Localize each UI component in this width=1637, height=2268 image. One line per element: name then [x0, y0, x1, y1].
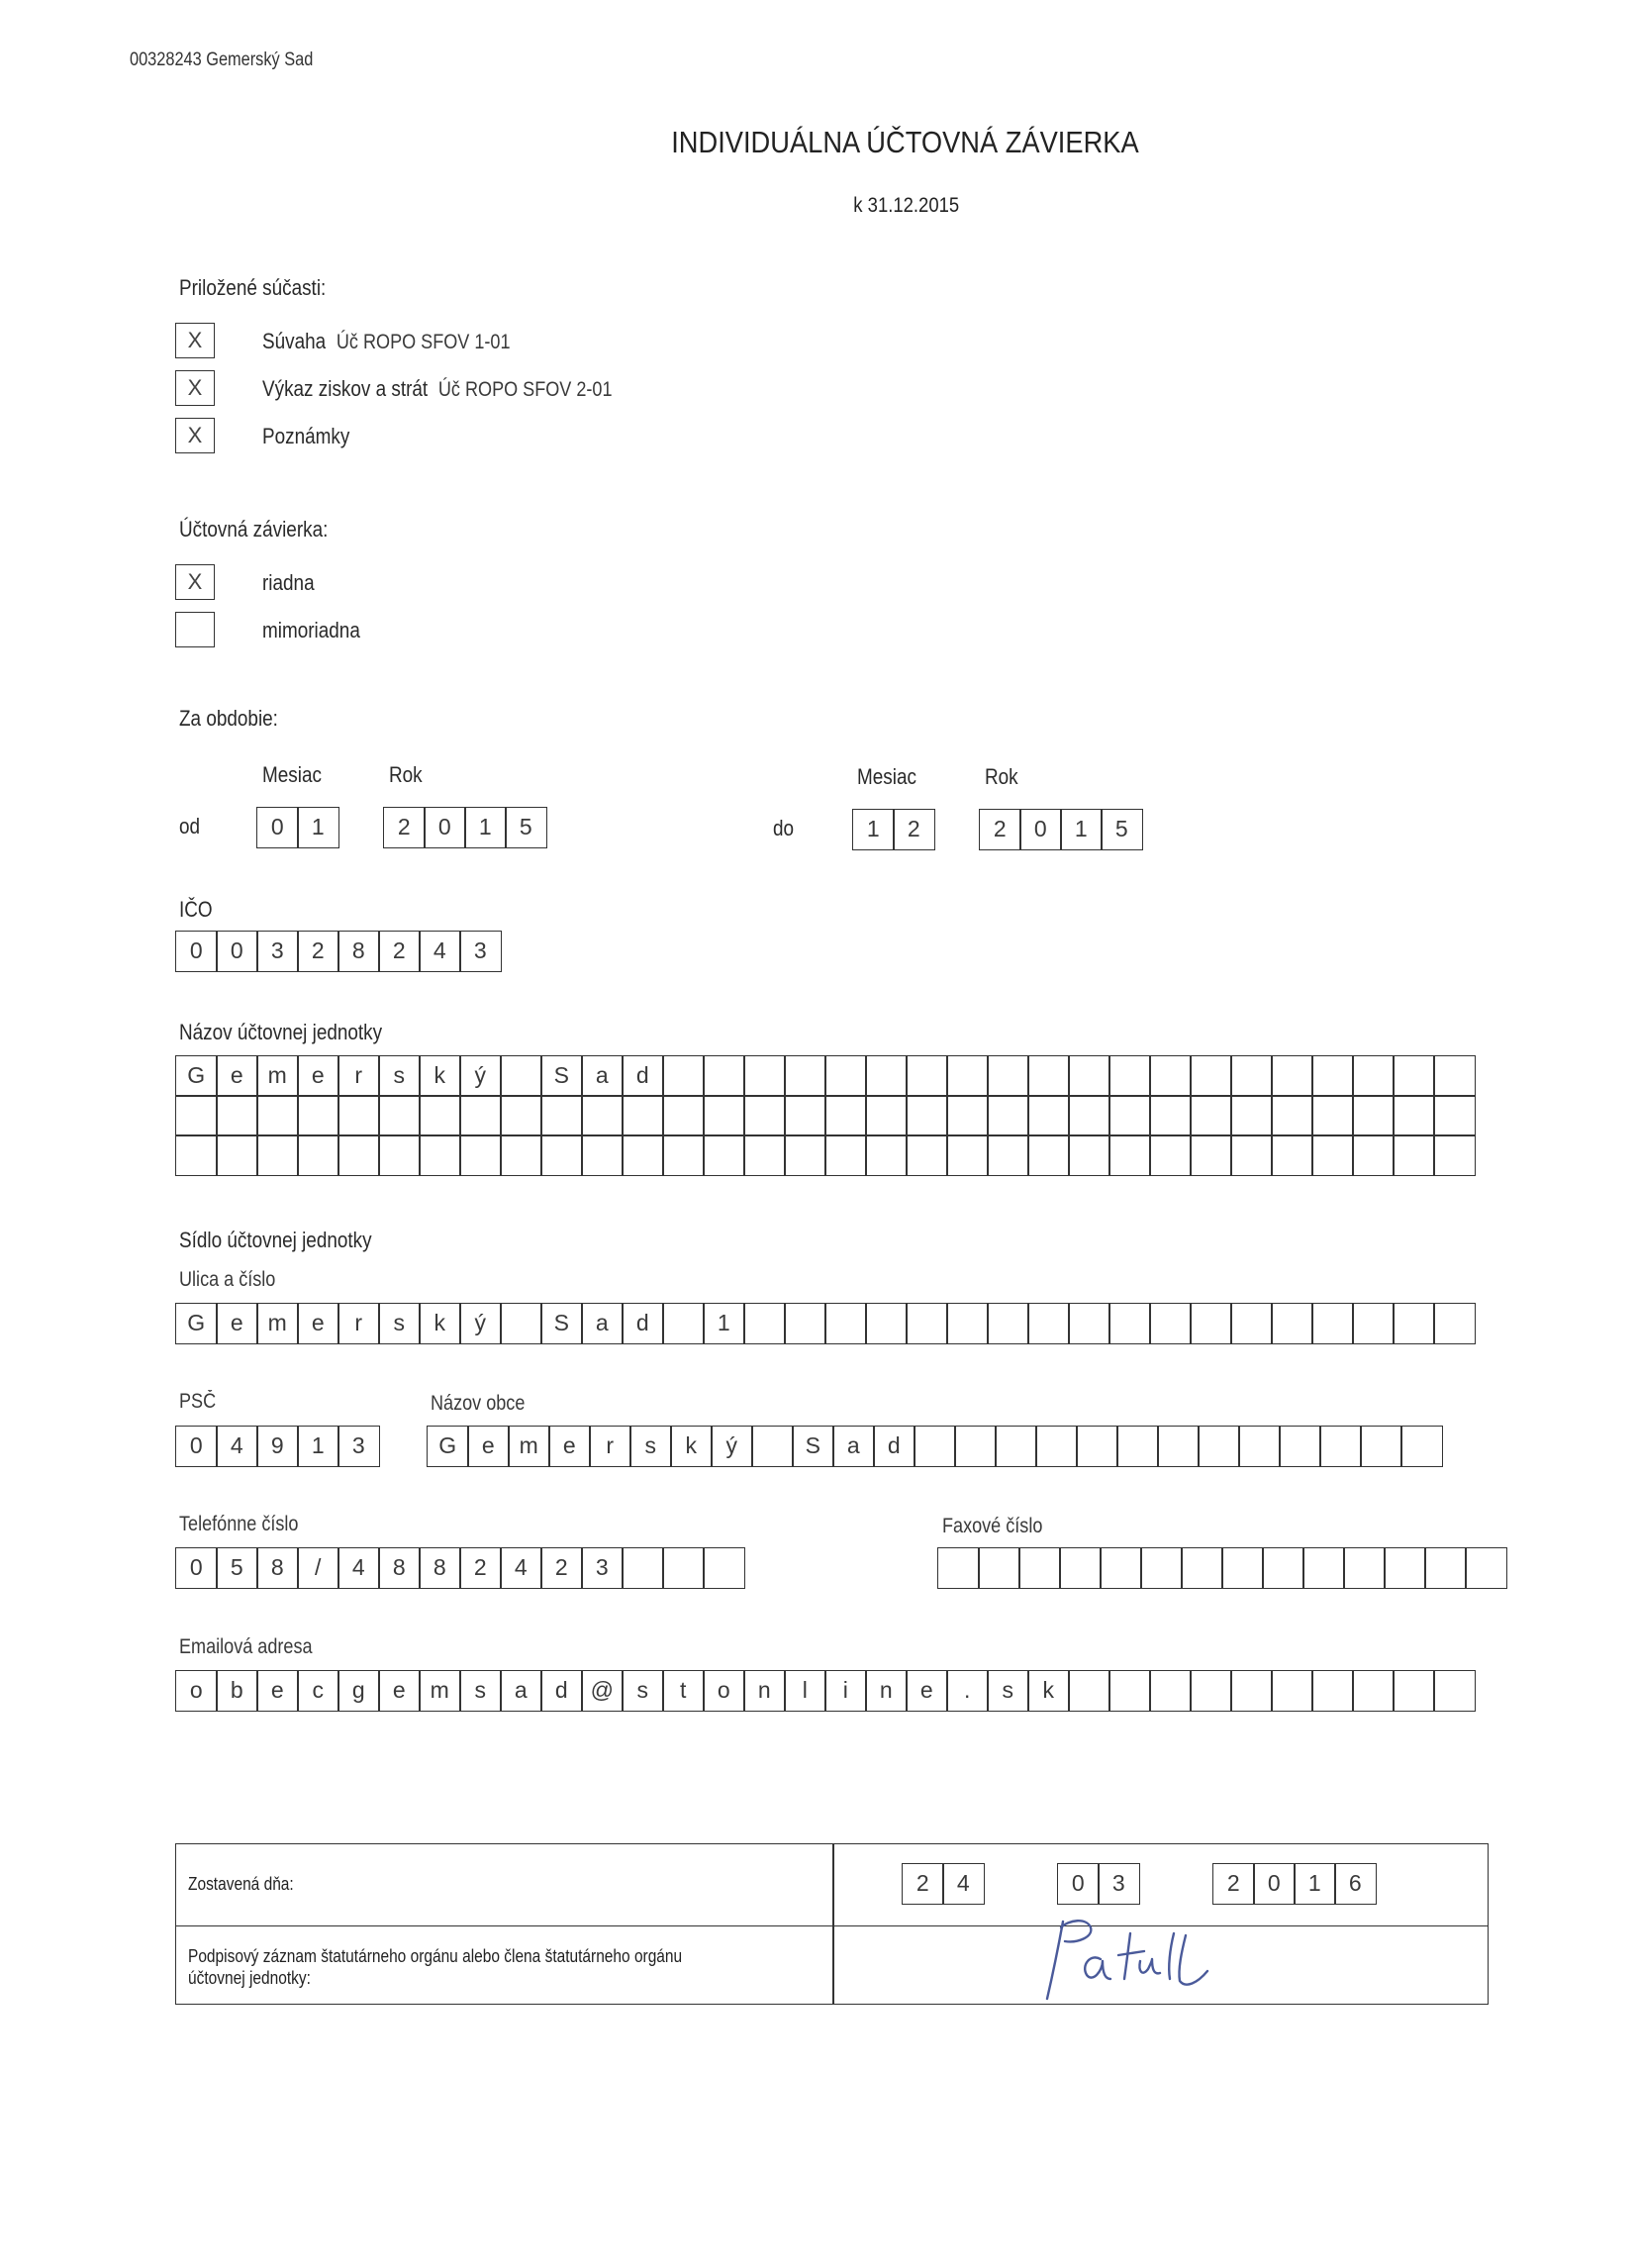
char-cell: [1271, 1303, 1313, 1344]
char-cell: [1108, 1055, 1151, 1097]
char-cell: G: [175, 1055, 218, 1097]
char-cell: [662, 1547, 705, 1589]
char-cell: [1198, 1426, 1240, 1467]
char-cell: b: [216, 1670, 258, 1712]
char-cell: 3: [459, 931, 502, 972]
char-cell: [743, 1134, 786, 1176]
char-cell: [1059, 1547, 1102, 1589]
entity-name-row-1[interactable]: [175, 1055, 1476, 1097]
char-cell: 1: [464, 807, 507, 848]
char-cell: [1100, 1547, 1142, 1589]
char-cell: [1433, 1134, 1476, 1176]
char-cell: [1352, 1134, 1395, 1176]
char-cell: ý: [459, 1303, 502, 1344]
char-cell: m: [419, 1670, 461, 1712]
char-cell: [1271, 1055, 1313, 1097]
char-cell: [378, 1095, 421, 1136]
char-cell: i: [824, 1670, 867, 1712]
char-cell: 1: [703, 1303, 745, 1344]
char-cell: 1: [297, 1426, 339, 1467]
char-cell: 4: [500, 1547, 542, 1589]
period-to-month-label: Mesiac: [857, 764, 916, 789]
char-cell: [175, 1134, 218, 1176]
char-cell: 2: [979, 809, 1021, 850]
signature-label: Podpisový záznam štatutárneho orgánu alebo člena štatutárneho orgánu účtovnej jednotky:: [188, 1946, 683, 1988]
char-cell: [540, 1134, 583, 1176]
char-cell: a: [500, 1670, 542, 1712]
char-cell: [500, 1303, 542, 1344]
char-cell: [784, 1303, 826, 1344]
char-cell: /: [297, 1547, 339, 1589]
char-cell: [865, 1095, 908, 1136]
char-cell: 5: [216, 1547, 258, 1589]
char-cell: e: [378, 1670, 421, 1712]
char-cell: [1230, 1055, 1273, 1097]
char-cell: 5: [1101, 809, 1143, 850]
char-cell: e: [906, 1670, 948, 1712]
char-cell: [1068, 1303, 1110, 1344]
char-cell: [256, 1134, 299, 1176]
char-cell: [1271, 1134, 1313, 1176]
char-cell: S: [540, 1055, 583, 1097]
char-cell: [1181, 1547, 1223, 1589]
char-cell: [1149, 1670, 1192, 1712]
char-cell: [1149, 1055, 1192, 1097]
char-cell: 3: [581, 1547, 624, 1589]
char-cell: s: [987, 1670, 1029, 1712]
document-id-line: 00328243 Gemerský Sad: [130, 49, 314, 70]
char-cell: [216, 1095, 258, 1136]
char-cell: [1018, 1547, 1061, 1589]
char-cell: [824, 1303, 867, 1344]
char-cell: [1433, 1303, 1476, 1344]
char-cell: [865, 1303, 908, 1344]
char-cell: [1311, 1095, 1354, 1136]
period-to-month-field[interactable]: [852, 809, 935, 850]
char-cell: [1068, 1095, 1110, 1136]
char-cell: [954, 1426, 997, 1467]
statement-type-checkbox-extraordinary[interactable]: [175, 612, 215, 647]
char-cell: 4: [216, 1426, 258, 1467]
char-cell: [337, 1134, 380, 1176]
entity-name-label: Názov účtovnej jednotky: [179, 1020, 383, 1044]
char-cell: [1230, 1670, 1273, 1712]
char-cell: [622, 1547, 664, 1589]
char-cell: [1433, 1055, 1476, 1097]
char-cell: [1035, 1426, 1078, 1467]
char-cell: [1190, 1055, 1232, 1097]
char-cell: [906, 1095, 948, 1136]
char-cell: [987, 1303, 1029, 1344]
char-cell: r: [337, 1055, 380, 1097]
char-cell: .: [946, 1670, 989, 1712]
char-cell: 1: [297, 807, 339, 848]
char-cell: e: [216, 1303, 258, 1344]
street-label: Ulica a číslo: [179, 1268, 276, 1291]
char-cell: [1311, 1303, 1354, 1344]
char-cell: [419, 1134, 461, 1176]
char-cell: [946, 1055, 989, 1097]
char-cell: [865, 1055, 908, 1097]
char-cell: [1400, 1426, 1443, 1467]
char-cell: [1393, 1055, 1435, 1097]
document-date: k 31.12.2015: [853, 194, 960, 217]
fax-label: Faxové číslo: [942, 1515, 1043, 1537]
char-cell: d: [540, 1670, 583, 1712]
char-cell: [784, 1134, 826, 1176]
char-cell: [1068, 1134, 1110, 1176]
char-cell: 0: [424, 807, 466, 848]
char-cell: [1352, 1303, 1395, 1344]
char-cell: [1302, 1547, 1345, 1589]
char-cell: [175, 1095, 218, 1136]
char-cell: [1352, 1095, 1395, 1136]
char-cell: s: [622, 1670, 664, 1712]
period-to-year-label: Rok: [985, 764, 1018, 789]
attachment-item-balance: Súvaha Úč ROPO SFOV 1-01: [262, 329, 511, 353]
char-cell: [1433, 1670, 1476, 1712]
statement-type-regular-label: riadna: [262, 570, 315, 595]
char-cell: 8: [256, 1547, 299, 1589]
char-cell: a: [832, 1426, 875, 1467]
period-from-month-label: Mesiac: [262, 762, 322, 787]
char-cell: [337, 1095, 380, 1136]
compiled-month-field[interactable]: [1057, 1863, 1140, 1905]
char-cell: 0: [1253, 1863, 1296, 1905]
char-cell: 5: [505, 807, 547, 848]
char-cell: [743, 1303, 786, 1344]
char-cell: [1108, 1134, 1151, 1176]
char-cell: [500, 1095, 542, 1136]
char-cell: 2: [902, 1863, 944, 1905]
char-cell: [1027, 1134, 1070, 1176]
ico-label: IČO: [179, 897, 213, 922]
compiled-date-label: Zostavená dňa:: [188, 1874, 294, 1894]
char-cell: t: [662, 1670, 705, 1712]
char-cell: [906, 1055, 948, 1097]
char-cell: s: [459, 1670, 502, 1712]
char-cell: 2: [383, 807, 426, 848]
char-cell: [1157, 1426, 1200, 1467]
char-cell: e: [256, 1670, 299, 1712]
char-cell: d: [622, 1055, 664, 1097]
char-cell: [1027, 1055, 1070, 1097]
char-cell: [622, 1134, 664, 1176]
char-cell: d: [873, 1426, 915, 1467]
char-cell: 0: [175, 1426, 218, 1467]
char-cell: [500, 1134, 542, 1176]
signature-table-divider: [832, 1844, 834, 2004]
period-from-year-field[interactable]: [383, 807, 547, 848]
char-cell: [914, 1426, 956, 1467]
char-cell: [784, 1095, 826, 1136]
char-cell: k: [419, 1055, 461, 1097]
char-cell: 2: [459, 1547, 502, 1589]
ico-field[interactable]: [175, 931, 502, 972]
char-cell: [1108, 1303, 1151, 1344]
char-cell: l: [784, 1670, 826, 1712]
char-cell: [459, 1095, 502, 1136]
char-cell: [703, 1055, 745, 1097]
char-cell: 0: [175, 931, 218, 972]
char-cell: 2: [297, 931, 339, 972]
attachments-label: Priložené súčasti:: [179, 275, 327, 300]
address-label: Sídlo účtovnej jednotky: [179, 1228, 372, 1252]
psc-field[interactable]: [175, 1426, 380, 1467]
char-cell: [1230, 1095, 1273, 1136]
char-cell: [662, 1095, 705, 1136]
email-field[interactable]: [175, 1670, 1476, 1712]
compiled-day-field[interactable]: [902, 1863, 985, 1905]
char-cell: [743, 1055, 786, 1097]
char-cell: 0: [1019, 809, 1062, 850]
char-cell: e: [548, 1426, 591, 1467]
char-cell: e: [467, 1426, 510, 1467]
document-title: INDIVIDUÁLNA ÚČTOVNÁ ZÁVIERKA: [671, 125, 1139, 159]
char-cell: [1319, 1426, 1362, 1467]
char-cell: [1190, 1134, 1232, 1176]
char-cell: [865, 1134, 908, 1176]
period-from-label: od: [179, 814, 201, 838]
char-cell: 1: [1060, 809, 1103, 850]
char-cell: [978, 1547, 1020, 1589]
char-cell: o: [703, 1670, 745, 1712]
char-cell: o: [175, 1670, 218, 1712]
char-cell: [1311, 1134, 1354, 1176]
char-cell: [906, 1303, 948, 1344]
char-cell: [1279, 1426, 1321, 1467]
char-cell: [987, 1134, 1029, 1176]
char-cell: [824, 1055, 867, 1097]
char-cell: 6: [1334, 1863, 1377, 1905]
char-cell: 2: [893, 809, 935, 850]
compiled-year-field[interactable]: [1212, 1863, 1377, 1905]
char-cell: [743, 1095, 786, 1136]
char-cell: [946, 1303, 989, 1344]
fax-field[interactable]: [937, 1547, 1507, 1589]
char-cell: [662, 1134, 705, 1176]
char-cell: [662, 1303, 705, 1344]
char-cell: [751, 1426, 794, 1467]
char-cell: [1271, 1670, 1313, 1712]
entity-name-row-2[interactable]: [175, 1095, 1476, 1136]
char-cell: e: [297, 1055, 339, 1097]
char-cell: n: [865, 1670, 908, 1712]
city-field[interactable]: [427, 1426, 1443, 1467]
period-from-year-label: Rok: [389, 762, 423, 787]
char-cell: m: [508, 1426, 550, 1467]
period-from-month-field[interactable]: [256, 807, 339, 848]
char-cell: [1384, 1547, 1426, 1589]
char-cell: [1352, 1670, 1395, 1712]
attachment-checkbox-profit-loss[interactable]: X: [175, 370, 215, 406]
char-cell: [824, 1134, 867, 1176]
char-cell: [1068, 1670, 1110, 1712]
char-cell: [1190, 1670, 1232, 1712]
email-label: Emailová adresa: [179, 1635, 313, 1658]
char-cell: 9: [256, 1426, 299, 1467]
period-label: Za obdobie:: [179, 706, 278, 731]
char-cell: [419, 1095, 461, 1136]
char-cell: [946, 1134, 989, 1176]
char-cell: 8: [337, 931, 380, 972]
char-cell: [622, 1095, 664, 1136]
char-cell: [1068, 1055, 1110, 1097]
char-cell: [297, 1134, 339, 1176]
char-cell: ý: [711, 1426, 753, 1467]
char-cell: [1149, 1095, 1192, 1136]
char-cell: m: [256, 1303, 299, 1344]
char-cell: s: [629, 1426, 672, 1467]
char-cell: [1108, 1670, 1151, 1712]
char-cell: [784, 1055, 826, 1097]
char-cell: 1: [852, 809, 895, 850]
char-cell: [1393, 1303, 1435, 1344]
char-cell: [1149, 1134, 1192, 1176]
char-cell: 1: [1294, 1863, 1336, 1905]
char-cell: s: [378, 1303, 421, 1344]
char-cell: S: [792, 1426, 834, 1467]
char-cell: 0: [256, 807, 299, 848]
char-cell: g: [337, 1670, 380, 1712]
char-cell: [662, 1055, 705, 1097]
char-cell: [1116, 1426, 1159, 1467]
char-cell: [1271, 1095, 1313, 1136]
char-cell: [459, 1134, 502, 1176]
char-cell: [937, 1547, 980, 1589]
char-cell: [297, 1095, 339, 1136]
attachment-item-notes: Poznámky: [262, 424, 350, 448]
attachment-checkbox-balance[interactable]: X: [175, 323, 215, 358]
char-cell: [703, 1095, 745, 1136]
char-cell: s: [378, 1055, 421, 1097]
char-cell: [703, 1134, 745, 1176]
statement-type-checkbox-regular[interactable]: X: [175, 564, 215, 600]
attachment-item-profit-loss: Výkaz ziskov a strát Úč ROPO SFOV 2-01: [262, 376, 613, 401]
char-cell: [1262, 1547, 1304, 1589]
period-to-label: do: [773, 816, 795, 840]
char-cell: [1360, 1426, 1402, 1467]
char-cell: [216, 1134, 258, 1176]
char-cell: [1140, 1547, 1183, 1589]
char-cell: 0: [175, 1547, 218, 1589]
char-cell: [1027, 1303, 1070, 1344]
char-cell: [1393, 1134, 1435, 1176]
statement-type-label: Účtovná závierka:: [179, 517, 329, 542]
char-cell: 2: [540, 1547, 583, 1589]
char-cell: [1393, 1095, 1435, 1136]
char-cell: n: [743, 1670, 786, 1712]
char-cell: [1221, 1547, 1264, 1589]
char-cell: [581, 1095, 624, 1136]
char-cell: 3: [1098, 1863, 1140, 1905]
handwritten-signature: [1039, 1914, 1237, 2003]
char-cell: 4: [337, 1547, 380, 1589]
char-cell: [1149, 1303, 1192, 1344]
char-cell: 8: [419, 1547, 461, 1589]
attachment-checkbox-notes[interactable]: X: [175, 418, 215, 453]
char-cell: S: [540, 1303, 583, 1344]
char-cell: r: [589, 1426, 631, 1467]
char-cell: [1311, 1055, 1354, 1097]
char-cell: ý: [459, 1055, 502, 1097]
psc-label: PSČ: [179, 1390, 217, 1413]
char-cell: [378, 1134, 421, 1176]
char-cell: 3: [337, 1426, 380, 1467]
char-cell: [500, 1055, 542, 1097]
char-cell: 3: [256, 931, 299, 972]
char-cell: [987, 1055, 1029, 1097]
char-cell: [1433, 1095, 1476, 1136]
char-cell: [946, 1095, 989, 1136]
char-cell: 2: [378, 931, 421, 972]
char-cell: [1190, 1095, 1232, 1136]
char-cell: 0: [216, 931, 258, 972]
char-cell: c: [297, 1670, 339, 1712]
char-cell: @: [581, 1670, 624, 1712]
char-cell: [995, 1426, 1037, 1467]
char-cell: 8: [378, 1547, 421, 1589]
char-cell: [540, 1095, 583, 1136]
char-cell: e: [297, 1303, 339, 1344]
char-cell: d: [622, 1303, 664, 1344]
char-cell: [824, 1095, 867, 1136]
char-cell: [1230, 1134, 1273, 1176]
char-cell: k: [1027, 1670, 1070, 1712]
char-cell: [1230, 1303, 1273, 1344]
phone-label: Telefónne číslo: [179, 1513, 299, 1535]
char-cell: [256, 1095, 299, 1136]
char-cell: a: [581, 1303, 624, 1344]
char-cell: 4: [419, 931, 461, 972]
char-cell: [1311, 1670, 1354, 1712]
char-cell: [703, 1547, 745, 1589]
char-cell: [1352, 1055, 1395, 1097]
street-field[interactable]: [175, 1303, 1476, 1344]
char-cell: [1076, 1426, 1118, 1467]
char-cell: 2: [1212, 1863, 1255, 1905]
char-cell: a: [581, 1055, 624, 1097]
char-cell: [1190, 1303, 1232, 1344]
char-cell: e: [216, 1055, 258, 1097]
char-cell: [906, 1134, 948, 1176]
period-to-year-field[interactable]: [979, 809, 1143, 850]
char-cell: [1238, 1426, 1281, 1467]
city-label: Názov obce: [431, 1392, 526, 1415]
char-cell: [1393, 1670, 1435, 1712]
char-cell: 0: [1057, 1863, 1100, 1905]
statement-type-extraordinary-label: mimoriadna: [262, 618, 360, 642]
char-cell: [1027, 1095, 1070, 1136]
char-cell: [987, 1095, 1029, 1136]
char-cell: [581, 1134, 624, 1176]
char-cell: [1465, 1547, 1507, 1589]
char-cell: r: [337, 1303, 380, 1344]
phone-field[interactable]: [175, 1547, 745, 1589]
char-cell: [1343, 1547, 1386, 1589]
char-cell: [1108, 1095, 1151, 1136]
char-cell: [1424, 1547, 1467, 1589]
char-cell: k: [419, 1303, 461, 1344]
entity-name-row-3[interactable]: [175, 1134, 1476, 1176]
char-cell: 4: [942, 1863, 985, 1905]
char-cell: k: [670, 1426, 713, 1467]
char-cell: G: [175, 1303, 218, 1344]
char-cell: G: [427, 1426, 469, 1467]
char-cell: m: [256, 1055, 299, 1097]
